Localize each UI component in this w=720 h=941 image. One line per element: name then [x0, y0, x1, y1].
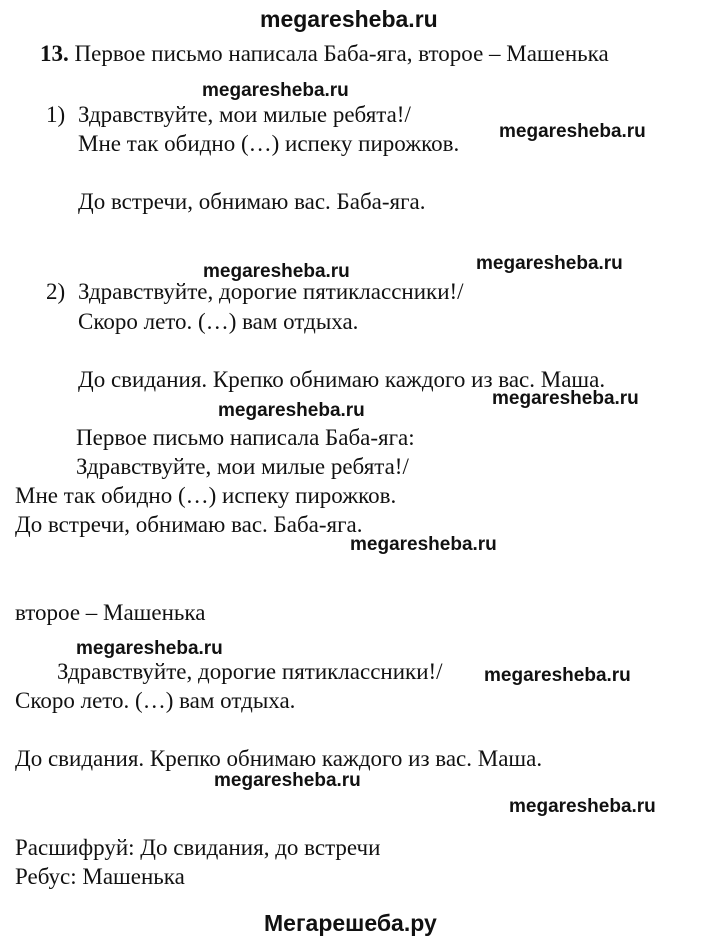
- watermark: megaresheba.ru: [499, 121, 646, 142]
- watermark: megaresheba.ru: [218, 400, 365, 421]
- watermark: megaresheba.ru: [203, 261, 350, 282]
- answer-first-line2: Мне так обидно (…) испеку пирожков.: [15, 483, 397, 508]
- watermark: megaresheba.ru: [350, 534, 497, 555]
- letter1-number: 1): [46, 102, 66, 127]
- letter2-line2: Скоро лето. (…) вам отдыха.: [78, 309, 359, 334]
- answer-second-line1: Здравствуйте, дорогие пятиклассники!/: [57, 659, 443, 684]
- answer-second-line2: Скоро лето. (…) вам отдыха.: [15, 688, 296, 713]
- site-header: megaresheba.ru: [260, 6, 438, 32]
- watermark: megaresheba.ru: [202, 80, 349, 101]
- letter1-line1: Здравствуйте, мои милые ребята!/: [78, 102, 411, 127]
- answer-second-intro: второе – Машенька: [15, 600, 206, 625]
- letter2-line3: До свидания. Крепко обнимаю каждого из вас. Маша.: [78, 367, 606, 392]
- answer-decode: Расшифруй: До свидания, до встречи: [15, 835, 381, 860]
- task-number: 13.: [40, 41, 69, 66]
- answer-first-line1: Здравствуйте, мои милые ребята!/: [76, 454, 409, 479]
- watermark: megaresheba.ru: [484, 665, 631, 686]
- task-intro: [40, 41, 609, 67]
- letter2-number: 2): [46, 279, 66, 304]
- answer-first-intro: Первое письмо написала Баба-яга:: [76, 425, 415, 450]
- letter2-line1: Здравствуйте, дорогие пятиклассники!/: [78, 279, 464, 304]
- answer-second-line3: До свидания. Крепко обнимаю каждого из вас. Маша.: [15, 746, 543, 771]
- watermark: megaresheba.ru: [214, 770, 361, 791]
- letter1-line3: До встречи, обнимаю вас. Баба-яга.: [78, 189, 426, 214]
- site-footer: Мегарешеба.ру: [264, 910, 437, 936]
- watermark: megaresheba.ru: [476, 253, 623, 274]
- watermark: megaresheba.ru: [509, 796, 656, 817]
- watermark: megaresheba.ru: [76, 638, 223, 659]
- answer-rebus: Ребус: Машенька: [15, 864, 185, 889]
- watermark: megaresheba.ru: [492, 388, 639, 409]
- task-intro-text: Первое письмо написала Баба-яга, второе – Машенька: [74, 41, 609, 66]
- answer-first-line3: До встречи, обнимаю вас. Баба-яга.: [15, 512, 363, 537]
- letter1-line2: Мне так обидно (…) испеку пирожков.: [78, 131, 460, 156]
